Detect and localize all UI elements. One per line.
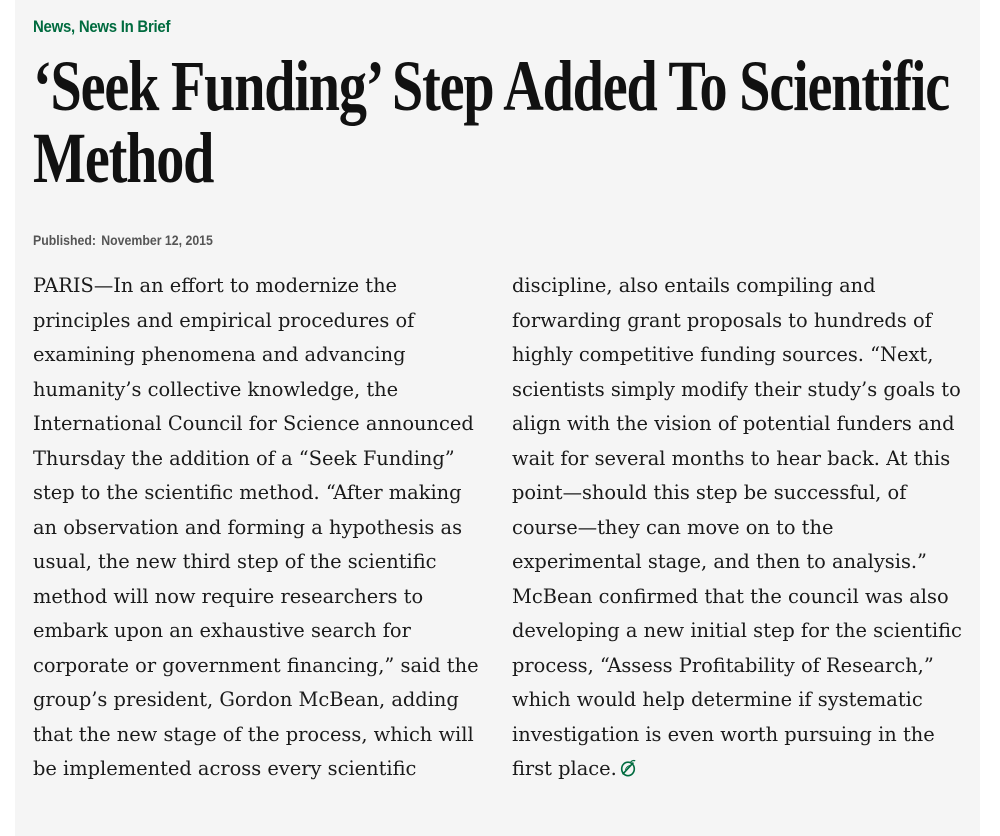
category-link-news-in-brief[interactable]: News In Brief — [78, 17, 171, 36]
category-link-news[interactable]: News — [33, 17, 72, 36]
article-body — [33, 269, 963, 789]
article-card — [15, 0, 980, 836]
article-headline: ‘Seek Funding’ Step Added To Scientific Method — [33, 46, 950, 198]
published-info — [33, 232, 213, 248]
article-body-text: PARIS—In an effort to modernize the principles and empirical procedures of examining phenomena and advancing humanity’s collective knowledge, the International Council for Science announced Thursday the addition of a “Seek Funding” step to the scientific method. “After making an observation and forming a hypothesis as usual, the new third step of the scientific method will now require researchers to embark upon an exhaustive search for corporate or government financing,” said the group’s president, Gordon McBean, adding that the new stage of the process, which will be implemented across every scientific discipline, also entails compiling and forwarding grant proposals to hundreds of highly competitive funding sources. “Next, scientists simply modify their study’s goals to align with the vision of potential funders and wait for several months to hear back. At this point—should this step be successful, of course—they can move on to the experimental stage, and then to analysis.” McBean confirmed that the council was also developing a new initial step for the scientific process, “Assess Profitability of Research,” which would help determine if systematic investigation is even worth pursuing in the first place. — [33, 274, 962, 780]
published-date: November 12, 2015 — [101, 232, 213, 248]
article-paragraph — [33, 269, 963, 789]
onion-logo-icon[interactable] — [619, 754, 637, 772]
onion-logo-icon-graphic — [619, 759, 637, 777]
published-label: Published: — [33, 232, 96, 248]
category-separator: , — [71, 17, 79, 36]
category-list — [33, 14, 851, 40]
